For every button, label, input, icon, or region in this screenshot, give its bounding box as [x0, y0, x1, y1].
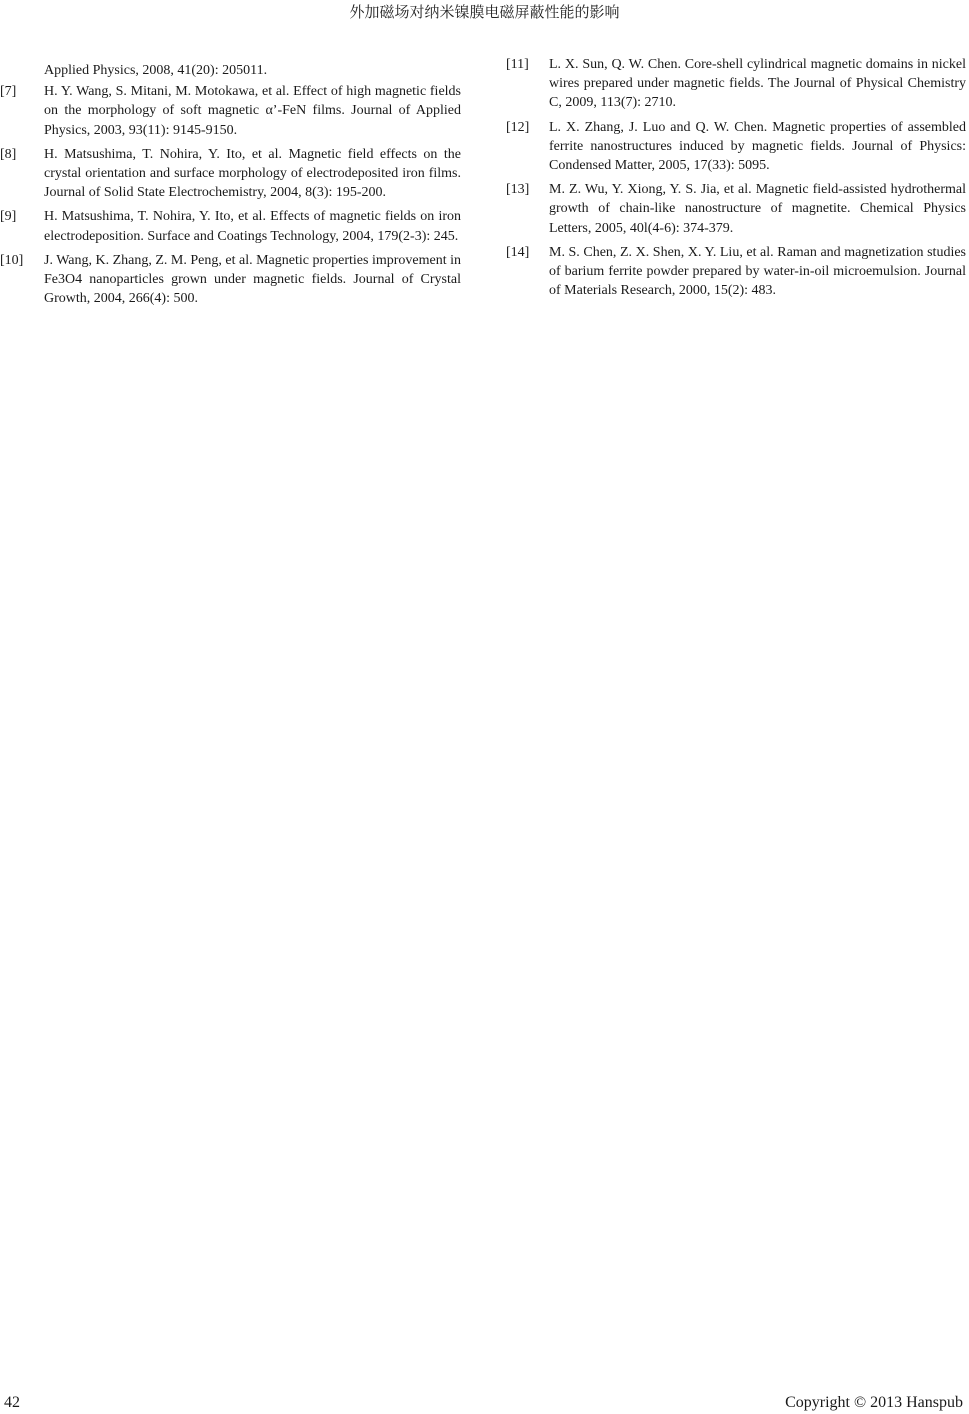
- reference-item: [506, 180, 966, 238]
- reference-number: [11]: [506, 57, 529, 72]
- reference-text: M. S. Chen, Z. X. Shen, X. Y. Liu, et al. Raman and magnetization studies of barium ferrite powder prepared by water-in-oil microemulsion. Journal of Materials Research, 2000, 15(2): 483.: [549, 244, 966, 299]
- reference-list-right: [506, 55, 966, 305]
- reference-text: H. Matsushima, T. Nohira, Y. Ito, et al. Magnetic field effects on the crystal orientation and surface morphology of electrodeposited iron films. Journal of Solid State Electrochemistry, 2004, 8(3): 195-200.: [44, 146, 461, 201]
- page-number: 42: [4, 1394, 20, 1411]
- reference-text: M. Z. Wu, Y. Xiong, Y. S. Jia, et al. Magnetic field-assisted hydrothermal growth of chain-like nanostructure of magnetite. Chemical Physics Letters, 2005, 40l(4-6): 374-379.: [549, 182, 966, 236]
- reference-number: [8]: [0, 146, 17, 162]
- reference-number: [14]: [506, 244, 530, 260]
- reference-item: [0, 145, 461, 203]
- reference-text: L. X. Sun, Q. W. Chen. Core-shell cylindrical magnetic domains in nickel wires prepared under magnetic fields. The Journal of Physical Chemistry C, 2009, 113(7): 2710.: [549, 57, 966, 111]
- reference-number: [7]: [0, 84, 17, 100]
- reference-item: [0, 82, 461, 140]
- reference-item: [506, 118, 966, 176]
- reference-continuation: Applied Physics, 2008, 41(20): 205011.: [44, 63, 268, 78]
- reference-text: H. Matsushima, T. Nohira, Y. Ito, et al. Effects of magnetic fields on iron electrodeposition. Surface and Coatings Technology, 2004, 179(2-3): 245.: [44, 209, 461, 244]
- reference-number: [12]: [506, 119, 530, 135]
- reference-text: H. Y. Wang, S. Mitani, M. Motokawa, et al. Effect of high magnetic fields on the morphology of soft magnetic α’-FeN films. Journal of Applied Physics, 2003, 93(11): 9145-9150.: [44, 84, 461, 138]
- reference-number: [9]: [0, 209, 17, 225]
- reference-text: L. X. Zhang, J. Luo and Q. W. Chen. Magnetic properties of assembled ferrite nanostructures induced by magnetic fields. Journal of Physics: Condensed Matter, 2005, 17(33): 5095.: [549, 119, 966, 174]
- running-header: 外加磁场对纳米镍膜电磁屏蔽性能的影响: [349, 3, 620, 21]
- reference-item: [0, 251, 461, 309]
- reference-number: [13]: [506, 182, 530, 198]
- reference-number: [10]: [0, 252, 24, 268]
- reference-item: [0, 207, 461, 245]
- reference-text: J. Wang, K. Zhang, Z. M. Peng, et al. Magnetic properties improvement in Fe3O4 nanoparticles grown under magnetic fields. Journal of Crystal Growth, 2004, 266(4): 500.: [44, 252, 461, 307]
- reference-item: [506, 243, 966, 301]
- copyright-notice: Copyright © 2013 Hanspub: [785, 1394, 963, 1411]
- reference-list-left: [0, 55, 461, 313]
- reference-item: [506, 55, 966, 113]
